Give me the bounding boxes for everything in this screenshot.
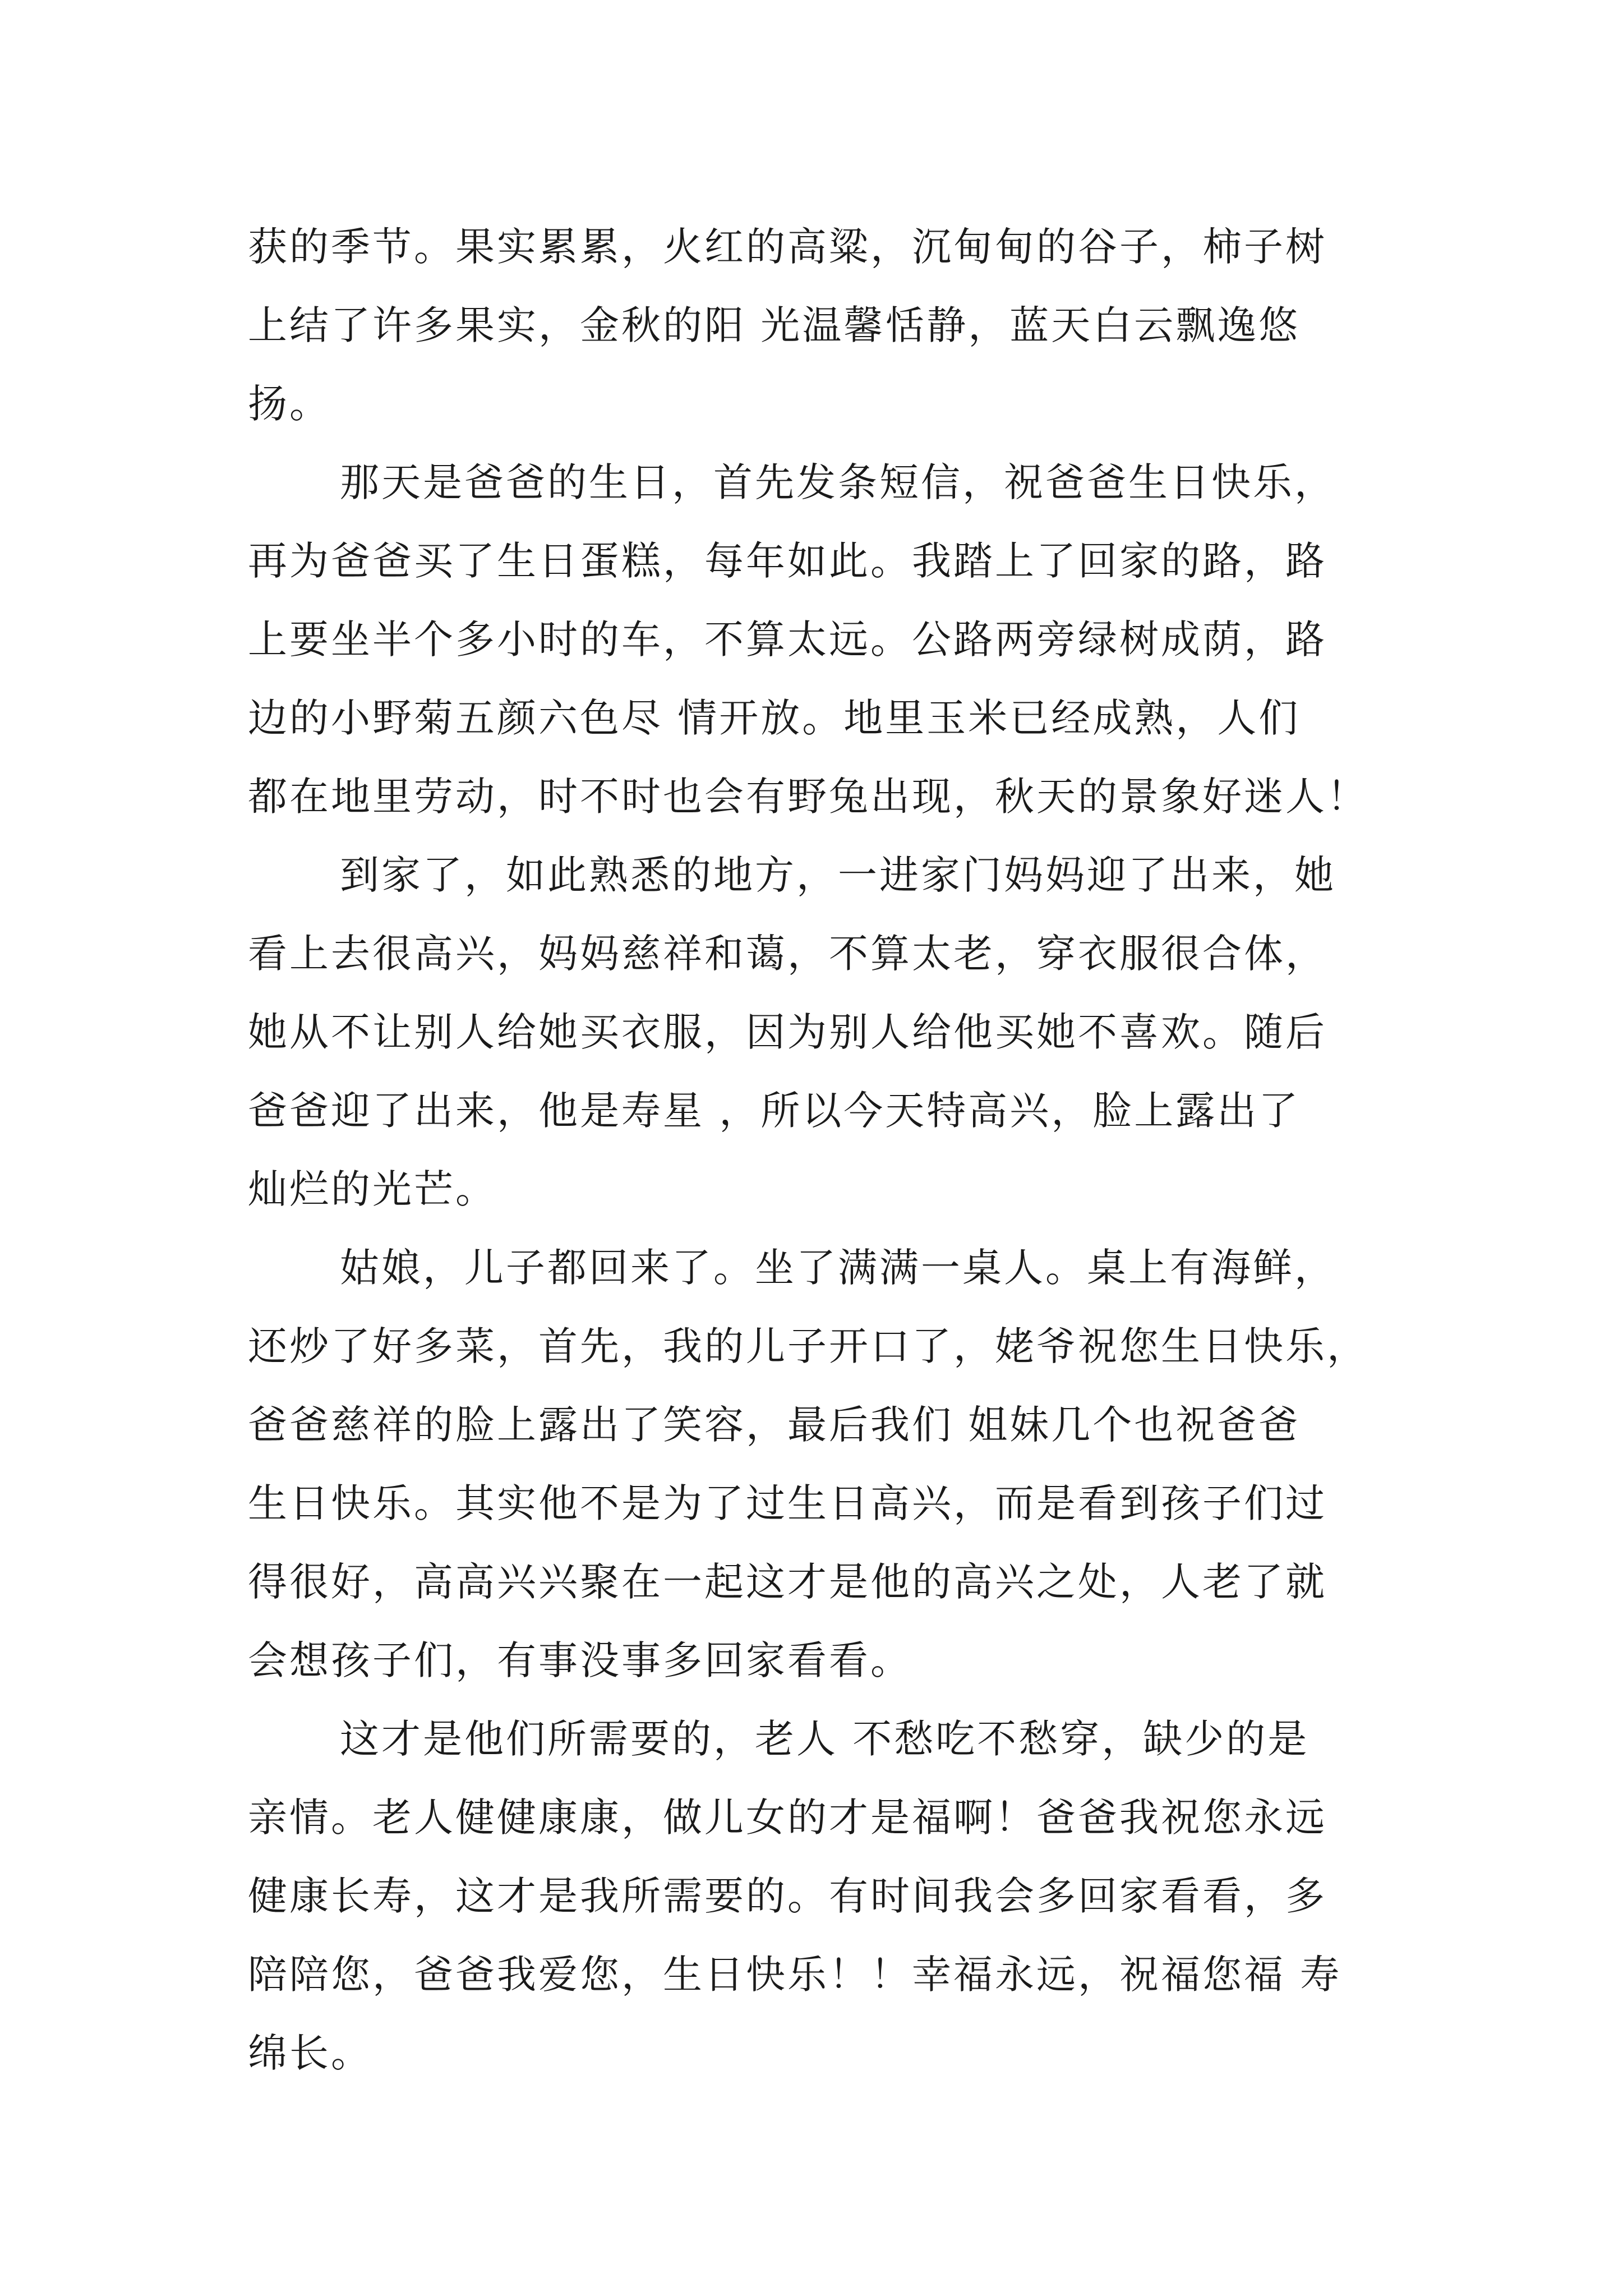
- text-line: 上结了许多果实，金秋的阳 光温馨恬静，蓝天白云飘逸悠: [248, 302, 1301, 348]
- paragraph-first-line: 姑娘，儿子都回来了。坐了满满一桌人。桌上有海鲜，: [340, 1245, 1336, 1291]
- text-line: 都在地里劳动，时不时也会有野兔出现，秋天的景象好迷人！: [248, 774, 1368, 820]
- text-line: 看上去很高兴，妈妈慈祥和蔼，不算太老，穿衣服很合体，: [248, 931, 1327, 977]
- text-line: 会想孩子们，有事没事多回家看看。: [248, 1637, 912, 1683]
- text-line: 亲情。老人健健康康，做儿女的才是福啊！爸爸我祝您永远: [248, 1795, 1327, 1841]
- text-line: 绵长。: [248, 2030, 372, 2076]
- paragraph-first-line: 这才是他们所需要的，老人 不愁吃不愁穿，缺少的是: [340, 1716, 1310, 1762]
- text-line: 还炒了好多菜，首先，我的儿子开口了，姥爷祝您生日快乐，: [248, 1323, 1368, 1369]
- body-text: [248, 208, 1375, 2092]
- text-line: 健康长寿，这才是我所需要的。有时间我会多回家看看，多: [248, 1873, 1327, 1919]
- text-line: 爸爸慈祥的脸上露出了笑容，最后我们 姐妹几个也祝爸爸: [248, 1402, 1301, 1448]
- text-line: 扬。: [248, 381, 331, 427]
- text-line: 生日快乐。其实他不是为了过生日高兴，而是看到孩子们过: [248, 1480, 1327, 1526]
- paragraph-first-line: 那天是爸爸的生日，首先发条短信，祝爸爸生日快乐，: [340, 459, 1336, 505]
- paragraph-first-line: 到家了，如此熟悉的地方，一进家门妈妈迎了出来，她: [340, 852, 1336, 898]
- text-line: 再为爸爸买了生日蛋糕，每年如此。我踏上了回家的路，路: [248, 538, 1327, 584]
- text-line: 得很好，高高兴兴聚在一起这才是他的高兴之处，人老了就: [248, 1559, 1327, 1605]
- text-line: 爸爸迎了出来，他是寿星 ，所以今天特高兴，脸上露出了: [248, 1088, 1301, 1134]
- text-line: 陪陪您，爸爸我爱您，生日快乐！！幸福永远，祝福您福 寿: [248, 1952, 1342, 1998]
- text-line: 上要坐半个多小时的车，不算太远。公路两旁绿树成荫，路: [248, 616, 1327, 662]
- text-line: 边的小野菊五颜六色尽 情开放。地里玉米已经成熟，人们: [248, 695, 1301, 741]
- text-line: 她从不让别人给她买衣服，因为别人给他买她不喜欢。随后: [248, 1009, 1327, 1055]
- text-line: 获的季节。果实累累，火红的高粱，沉甸甸的谷子，柿子树: [248, 224, 1327, 270]
- text-line: 灿烂的光芒。: [248, 1166, 497, 1212]
